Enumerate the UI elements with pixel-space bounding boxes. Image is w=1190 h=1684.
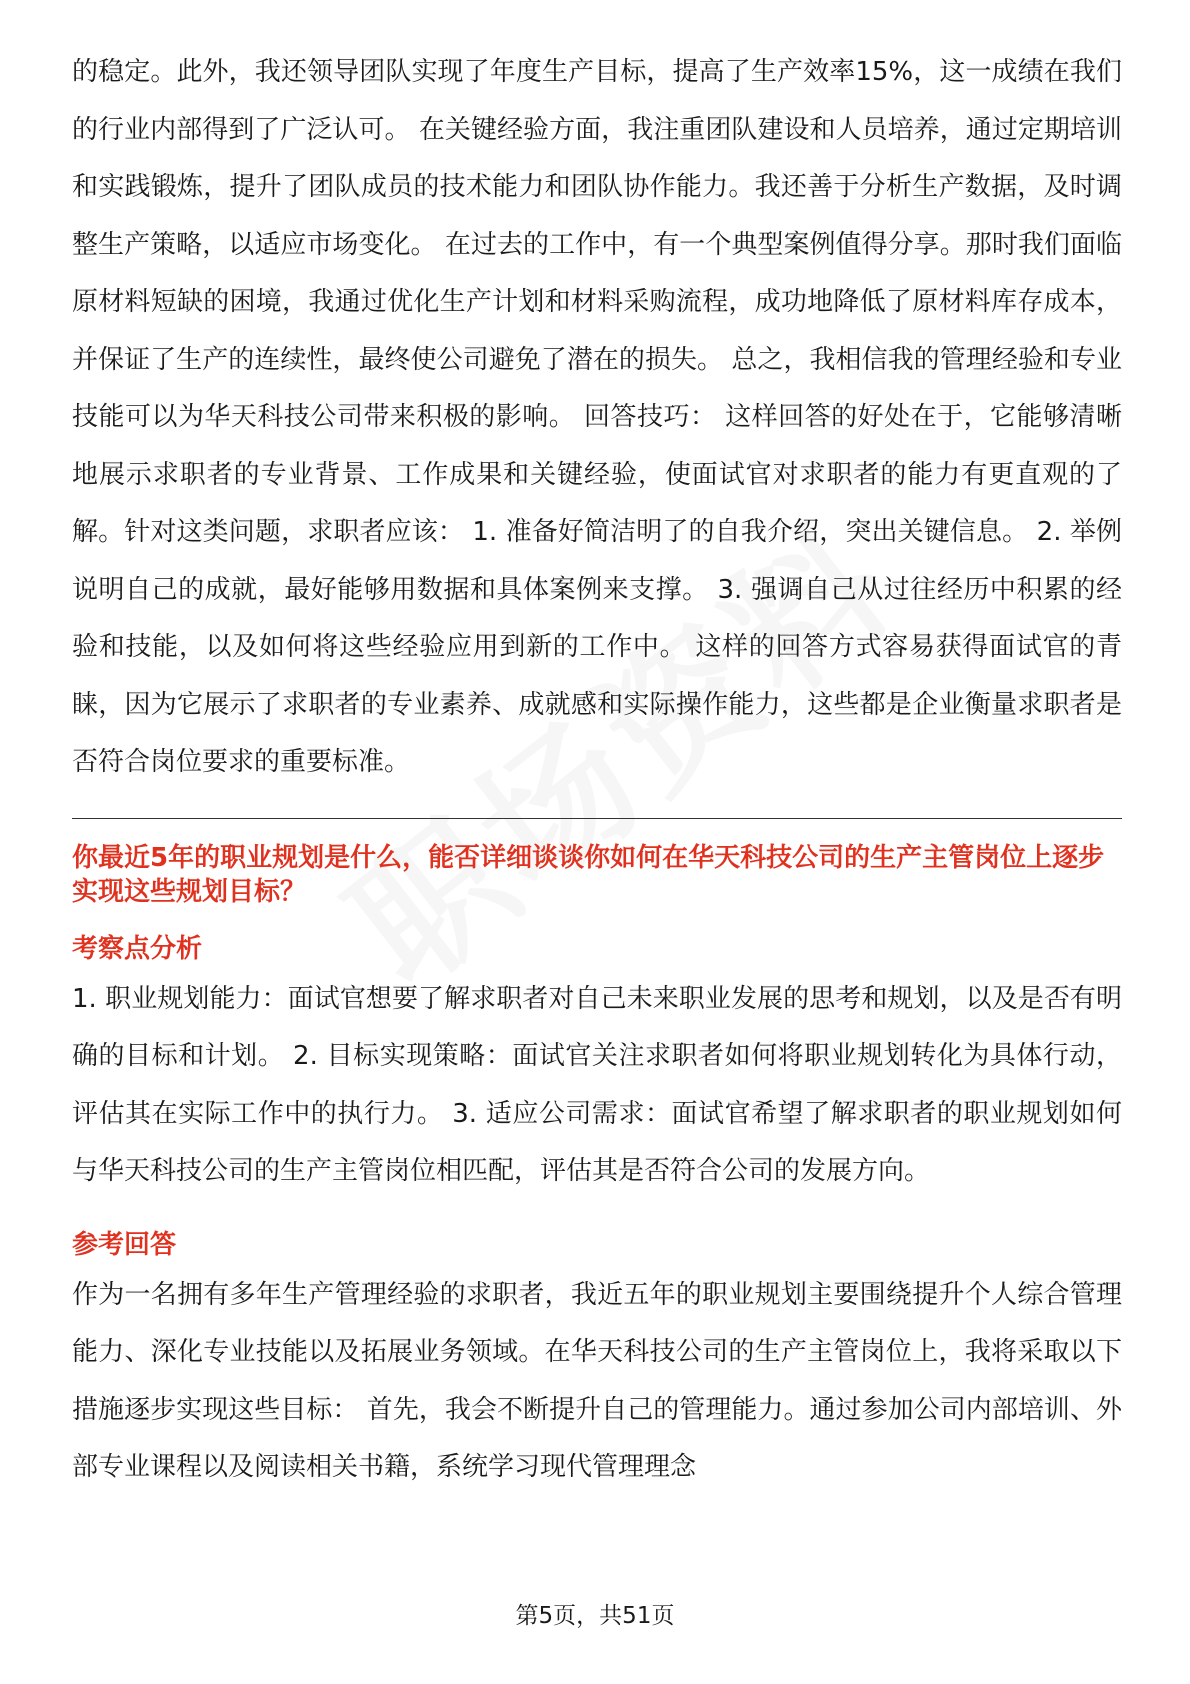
section-divider (72, 818, 1122, 819)
page-footer: 第5页，共51页 (515, 1603, 675, 1629)
question-title: 你最近5年的职业规划是什么，能否详细谈谈你如何在华天科技公司的生产主管岗位上逐步实现这些规划目标？ (72, 842, 1105, 907)
analysis-paragraph: 1. 职业规划能力：面试官想要了解求职者对自己未来职业发展的思考和规划，以及是否有明确的目标和计划。 2. 目标实现策略：面试官关注求职者如何将职业规划转化为具体行动，评估其在实际工作中的执行力。 3. 适应公司需求：面试官希望了解求职者的职业规划如何与华天科技公司的生产主管岗位相匹配，评估其是否符合公司的发展方向。 (72, 983, 1122, 1186)
intro-paragraph: 的稳定。此外，我还领导团队实现了年度生产目标，提高了生产效率15%，这一成绩在我们的行业内部得到了广泛认可。 在关键经验方面，我注重团队建设和人员培养，通过定期培训和实践锻炼，提升了团队成员的技术能力和团队协作能力。我还善于分析生产数据，及时调整生产策略，以适应市场变化。 在过去的工作中，有一个典型案例值得分享。那时我们面临原材料短缺的困境，我通过优化生产计划和材料采购流程，成功地降低了原材料库存成本，并保证了生产的连续性，最终使公司避免了潜在的损失。 总之，我相信我的管理经验和专业技能可以为华天科技公司带来积极的影响。 回答技巧： 这样回答的好处在于，它能够清晰地展示求职者的专业背景、工作成果和关键经验，使面试官对求职者的能力有更直观的了解。针对这类问题，求职者应该： 1. 准备好简洁明了的自我介绍，突出关键信息。 2. 举例说明自己的成就，最好能够用数据和具体案例来支撑。 3. 强调自己从过往经历中积累的经验和技能，以及如何将这些经验应用到新的工作中。 这样的回答方式容易获得面试官的青睐，因为它展示了求职者的专业素养、成就感和实际操作能力，这些都是企业衡量求职者是否符合岗位要求的重要标准。 (72, 57, 1122, 777)
analysis-heading: 考察点分析 (72, 933, 203, 964)
reference-paragraph: 作为一名拥有多年生产管理经验的求职者，我近五年的职业规划主要围绕提升个人综合管理能力、深化专业技能以及拓展业务领域。在华天科技公司的生产主管岗位上，我将采取以下措施逐步实现这些目标： 首先，我会不断提升自己的管理能力。通过参加公司内部培训、外部专业课程以及阅读相关书籍，系统学习现代管理理念 (72, 1279, 1122, 1482)
document-page (72, 44, 1122, 1497)
reference-heading: 参考回答 (72, 1229, 177, 1260)
